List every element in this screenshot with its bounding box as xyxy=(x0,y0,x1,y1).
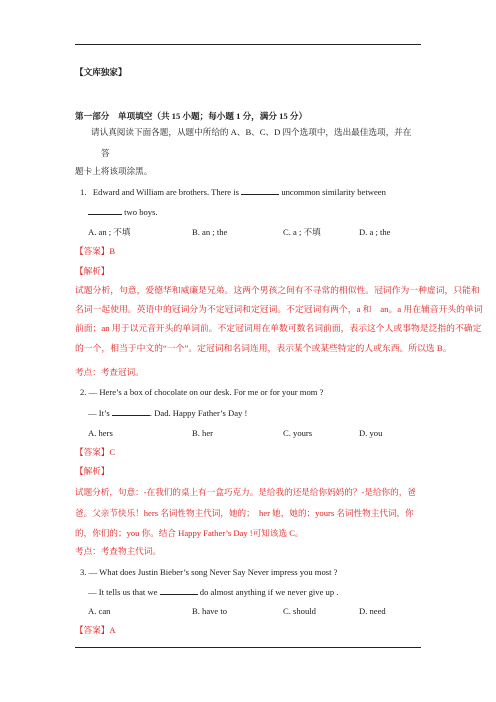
q2-option-b: B. her xyxy=(192,428,214,438)
q1-option-c: C. a ; 不填 xyxy=(283,227,321,237)
q2-option-a: A. hers xyxy=(88,428,113,438)
q1-analysis-line: 的一个，相当于中文的“一个”。定冠词和名词连用，表示某个或某些特定的人或东西。所以选 B。 xyxy=(75,343,452,353)
q1-answer: 【答案】B xyxy=(75,246,116,256)
q2-analysis-line: 的，你们的；you 你。结合 Happy Father’s Day !可知该选 C。 xyxy=(75,528,304,538)
q2-analysis-label: 【解析】 xyxy=(75,466,110,476)
question-2-reply xyxy=(88,407,247,419)
q2-analysis-line: 试题分析，句意：-在我们的桌上有一盒巧克力。是给我的还是给你妈妈的？-是给你的，爸 xyxy=(75,487,416,497)
q1-analysis-line: 试题分析，句意，爱德华和威廉是兄弟。这两个男孩之间有不寻常的相似性。冠词作为一种虚词，只能和 xyxy=(75,285,480,295)
question-1-text-b: uncommon similarity between xyxy=(281,187,386,197)
question-2-reply-b: . Dad. Happy Father’s Day ! xyxy=(149,408,248,418)
q1-option-b: B. an ; the xyxy=(192,227,228,237)
question-1-text-c: two boys. xyxy=(124,207,158,217)
question-2-stem: 2. — Here’s a box of chocolate on our desk. For me or for your mom ? xyxy=(80,387,324,397)
question-2-reply-a: — It’s xyxy=(88,408,110,418)
q1-analysis-line: 名词一起使用。英语中的冠词分为不定冠词和定冠词。不定冠词有两个，a 和 an。a 用在辅音开头的单词 xyxy=(75,304,483,314)
answer-blank xyxy=(160,586,198,595)
exclusive-tag: 【文库独家】 xyxy=(75,67,127,77)
q2-option-d: D. you xyxy=(359,428,383,438)
q2-answer: 【答案】C xyxy=(75,447,116,457)
question-3-reply-b: do almost anything if we never give up . xyxy=(199,587,339,597)
q2-point: 考点：考查物主代词。 xyxy=(75,546,161,556)
question-1-stem-cont xyxy=(88,206,158,218)
instruction-line-3: 题卡上将该项涂黑。 xyxy=(75,166,153,176)
answer-blank xyxy=(88,206,122,215)
footer-rule xyxy=(75,647,421,648)
q1-analysis-line: 前面；an 用于以元音开头的单词前。不定冠词用在单数可数名词前面，表示这个人或事物是泛指的不确定 xyxy=(75,323,482,333)
question-1-number: 1. xyxy=(80,187,87,197)
answer-blank xyxy=(241,186,279,195)
q1-analysis-label: 【解析】 xyxy=(75,266,110,276)
question-3-reply xyxy=(88,586,338,598)
instruction-line-2: 答 xyxy=(101,148,110,158)
instruction-line-1: 请认真阅读下面各题，从题中所给的 A、B、C、D 四个选项中，选出最佳选项，并在 xyxy=(91,127,412,137)
q3-option-a: A. can xyxy=(88,606,111,616)
section-title: 第一部分 单项填空（共 15 小题；每小题 1 分，满分 15 分） xyxy=(75,111,308,121)
q2-analysis-line: 爸。父亲节快乐！hers 名词性物主代词，她的； her 她，她的；yours 名词性物主代词，你 xyxy=(75,508,414,518)
q1-option-d: D. a ; the xyxy=(359,227,391,237)
question-1-text-a: Edward and William are brothers. There is xyxy=(92,187,240,197)
question-3-stem: 3. — What does Justin Bieber’s song Never Say Never impress you most ? xyxy=(80,567,338,577)
question-1-stem xyxy=(80,186,386,198)
header-rule xyxy=(75,44,421,45)
q3-option-d: D. need xyxy=(359,606,386,616)
q3-answer: 【答案】A xyxy=(75,625,116,635)
q3-option-c: C. should xyxy=(283,606,316,616)
q1-point: 考点：考查冠词。 xyxy=(75,367,144,377)
q2-option-c: C. yours xyxy=(283,428,313,438)
answer-blank xyxy=(112,407,150,416)
question-3-reply-a: — It tells us that we xyxy=(88,587,158,597)
q3-option-b: B. have to xyxy=(192,606,228,616)
q1-option-a: A. an ; 不填 xyxy=(88,227,131,237)
